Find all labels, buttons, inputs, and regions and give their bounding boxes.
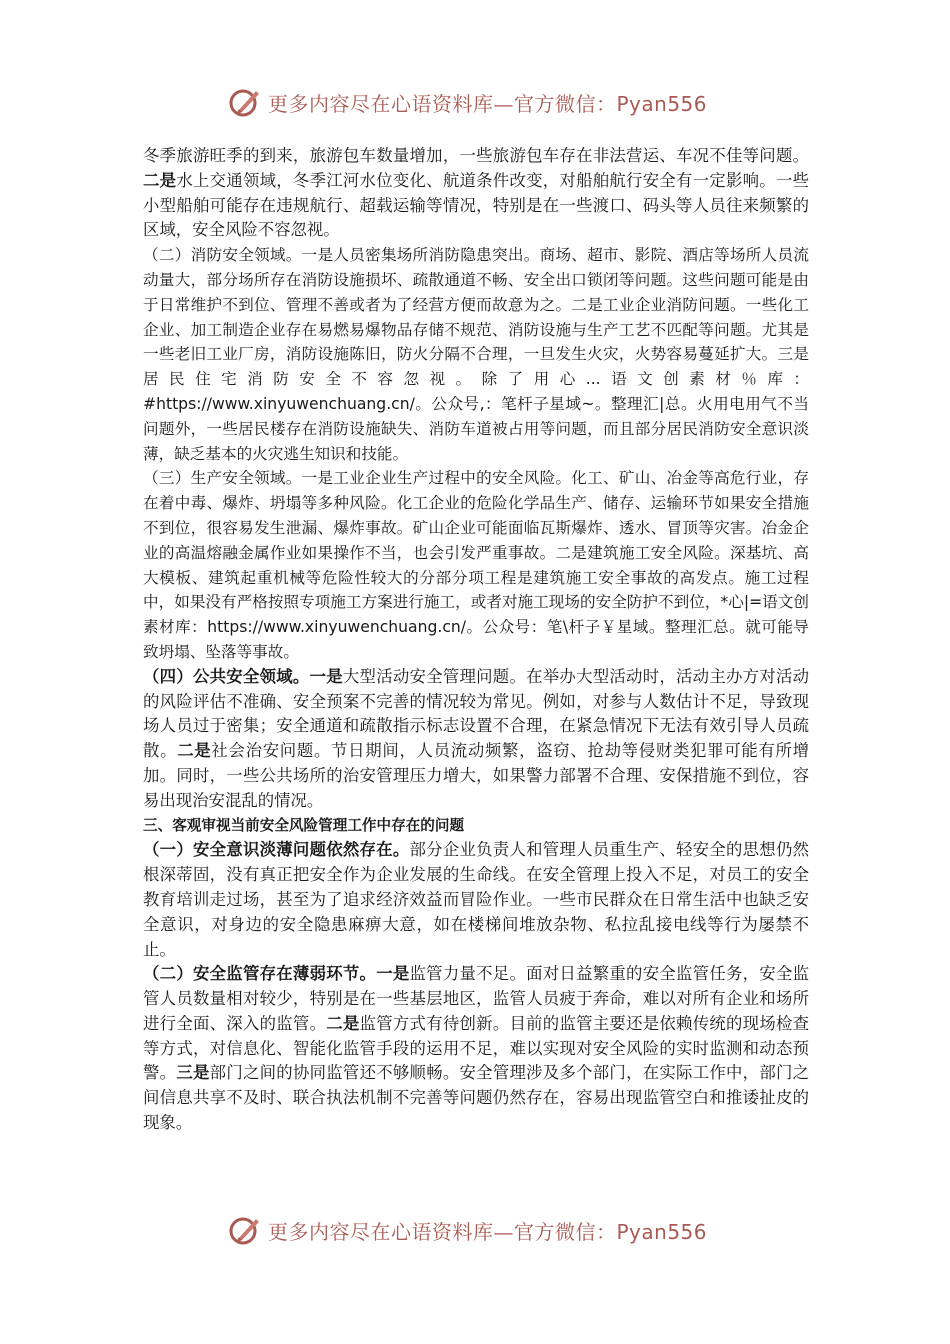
quill-logo-icon [228,85,262,119]
paragraph-safety-awareness: （一）安全意识淡薄问题依然存在。部分企业负责人和管理人员重生产、轻安全的思想仍然根深蒂固，没有真正把安全作为企业发展的生命线。在安全管理上投入不足，对员工的安全教育培训走过场，甚至为了追求经济效益而冒险作业。一些市民群众在日常生活中也缺乏安全意识，对身边的安全隐患麻痹大意，如在楼梯间堆放杂物、私拉乱接电线等行为屡禁不止。 [143,840,810,959]
quill-logo-icon [228,1213,262,1247]
paragraph-supervision: （二）安全监管存在薄弱环节。一是监管力量不足。面对日益繁重的安全监管任务，安全监管人员数量相对较少，特别是在一些基层地区，监管人员疲于奔命，难以对所有企业和场所进行全面、深入的监管。二是监管方式有待创新。目前的监管主要还是依赖传统的现场检查等方式，对信息化、智能化监管手段的运用不足，难以实现对安全风险的实时监测和动态预警。三是部门之间的协同监管还不够顺畅。安全管理涉及多个部门，在实际工作中，部门之间信息共享不及时、联合执法机制不完善等问题仍然存在，容易出现监管空白和推诿扯皮的现象。 [143,964,810,1133]
paragraph-public-safety: （四）公共安全领域。一是大型活动安全管理问题。在举办大型活动时，活动主办方对活动的风险评估不准确、安全预案不完善的情况较为常见。例如，对参与人数估计不足，导致现场人员过于密集；安全通道和疏散指示标志设置不合理，在紧急情况下无法有效引导人员疏散。二是社会治安问题。节日期间，人员流动频繁，盗窃、抢劫等侵财类犯罪可能有所增加。同时，一些公共场所的治安管理压力增大，如果警力部署不合理、安保措施不到位，容易出现治安混乱的情况。 [143,666,810,810]
watermark-text: 更多内容尽在心语资料库—官方微信：Pyan556 [268,1219,708,1244]
paragraph-production-safety: （三）生产安全领域。一是工业企业生产过程中的安全风险。化工、矿山、冶金等高危行业，存在着中毒、爆炸、坍塌等多种风险。化工企业的危险化学品生产、储存、运输环节如果安全措施不到位，很容易发生泄漏、爆炸事故。矿山企业可能面临瓦斯爆炸、透水、冒顶等灾害。冶金企业的高温熔融金属作业如果操作不当，也会引发严重事故。二是建筑施工安全风险。深基坑、高大模板、建筑起重机械等危险性较大的分部分项工程是建筑施工安全事故的高发点。施工过程中，如果没有严格按照专项施工方案进行施工，或者对施工现场的安全防护不到位，*心|=语文创素材库：https://www.xinyuwenchuang.cn/。公众号：笔\杆子￥星域。整理汇总。就可能导致坍塌、坠落等事故。 [143,469,809,661]
paragraph-transport: 冬季旅游旺季的到来，旅游包车数量增加，一些旅游包车存在非法营运、车况不佳等问题。二是水上交通领域，冬季江河水位变化、航道条件改变，对船舶航行安全有一定影响。一些小型船舶可能存在违规航行、超载运输等情况，特别是在一些渡口、码头等人员往来频繁的区域，安全风险不容忽视。 [143,146,810,240]
document-body [143,144,809,1136]
header-watermark [228,82,707,122]
paragraph-fire-safety: （二）消防安全领域。一是人员密集场所消防隐患突出。商场、超市、影院、酒店等场所人员流动量大，部分场所存在消防设施损坏、疏散通道不畅、安全出口锁闭等问题。这些问题可能是由于日常维护不到位、管理不善或者为了经营方便而故意为之。二是工业企业消防问题。一些化工企业、加工制造企业存在易燃易爆物品存储不规范、消防设施与生产工艺不匹配等问题。尤其是一些老旧工业厂房，消防设施陈旧，防火分隔不合理，一旦发生火灾，火势容易蔓延扩大。三是居民住宅消防安全不容忽视。除了用心...语文创素材％库：#https://www.xinyuwenchuang.cn/。公众号,：笔杆子星域~。整理汇|总。火用电用气不当问题外，一些居民楼存在消防设施缺失、消防车道被占用等问题，而且部分居民消防安全意识淡薄，缺乏基本的火灾逃生知识和技能。 [143,246,809,463]
footer-watermark [228,1210,707,1250]
section-heading: 三、客观审视当前安全风险管理工作中存在的问题 [143,816,465,834]
watermark-text: 更多内容尽在心语资料库—官方微信：Pyan556 [268,91,708,116]
